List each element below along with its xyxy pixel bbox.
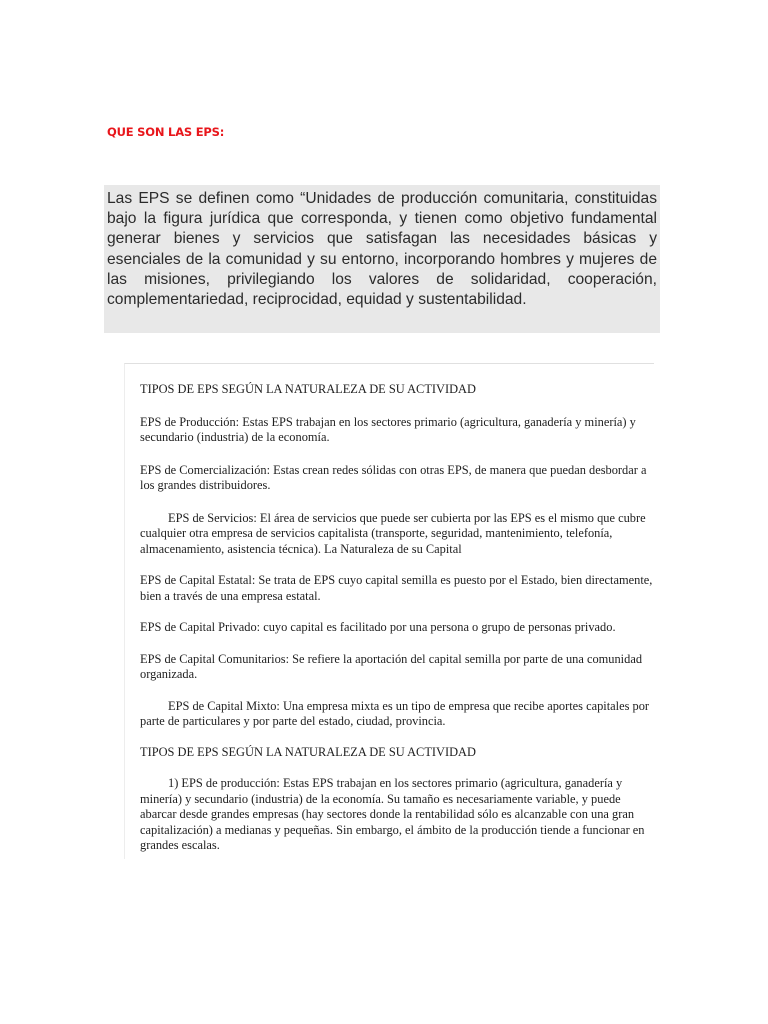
paragraph-eps-produccion: EPS de Producción: Estas EPS trabajan en los sectores primario (agricultura, ganadería y minería) y secundario (industria) de la economía.	[140, 414, 636, 444]
paragraph-eps-capital-estatal: EPS de Capital Estatal: Se trata de EPS cuyo capital semilla es puesto por el Estado, bien directamente, bien a través de una empresa estatal.	[140, 573, 653, 603]
paragraph-eps-capital-privado: EPS de Capital Privado: cuyo capital es facilitado por una persona o grupo de personas privado.	[140, 620, 616, 634]
page-heading: QUE SON LAS EPS:	[107, 125, 225, 139]
definition-box	[104, 185, 660, 333]
clipping-title-1: TIPOS DE EPS SEGÚN LA NATURALEZA DE SU ACTIVIDAD	[140, 382, 476, 396]
definition-text: Las EPS se definen como “Unidades de producción comunitaria, constituidas bajo la figura jurídica que corresponda, y tienen como objetivo fundamental generar bienes y servicios que satisfagan las necesidades básicas y esenciales de la comunidad y su entorno, incorporando hombres y mujeres de las misiones, privilegiando los valores de solidaridad, cooperación, complementariedad, reciprocidad, equidad y sustentabilidad.	[107, 190, 657, 309]
paragraph-eps-comercializacion: EPS de Comercialización: Estas crean redes sólidas con otras EPS, de manera que puedan desbordar a los grandes distribuidores.	[140, 462, 647, 492]
paragraph-eps-capital-mixto: EPS de Capital Mixto: Una empresa mixta es un tipo de empresa que recibe aportes capitales por parte de particulares y por parte del estado, ciudad, provincia.	[140, 698, 650, 728]
clipping-title-2: TIPOS DE EPS SEGÚN LA NATURALEZA DE SU ACTIVIDAD	[140, 744, 476, 759]
paragraph-eps-produccion-2: 1) EPS de producción: Estas EPS trabajan en los sectores primario (agricultura, ganadería y minería) y secundario (industria) de la economía. Su tamaño es necesariamente variable, y puede abarcar desde grandes empresas (hay sectores donde la rentabilidad sólo es alcanzable con una gran capitalización) a medianas y pequeñas. Sin embargo, el ámbito de la producción tiende a funcionar en grandes escalas.	[140, 776, 645, 852]
paragraph-eps-servicios: EPS de Servicios: El área de servicios que puede ser cubierta por las EPS es el mismo que cubre cualquier otra empresa de servicios capitalista (transporte, seguridad, mantenimiento, telefonía, almacenamiento, asistencia técnica). La Naturaleza de su Capital	[140, 510, 646, 556]
paragraph-eps-capital-comunitario: EPS de Capital Comunitarios: Se refiere la aportación del capital semilla por parte de una comunidad organizada.	[140, 651, 643, 681]
scanned-text-clipping	[124, 363, 654, 859]
